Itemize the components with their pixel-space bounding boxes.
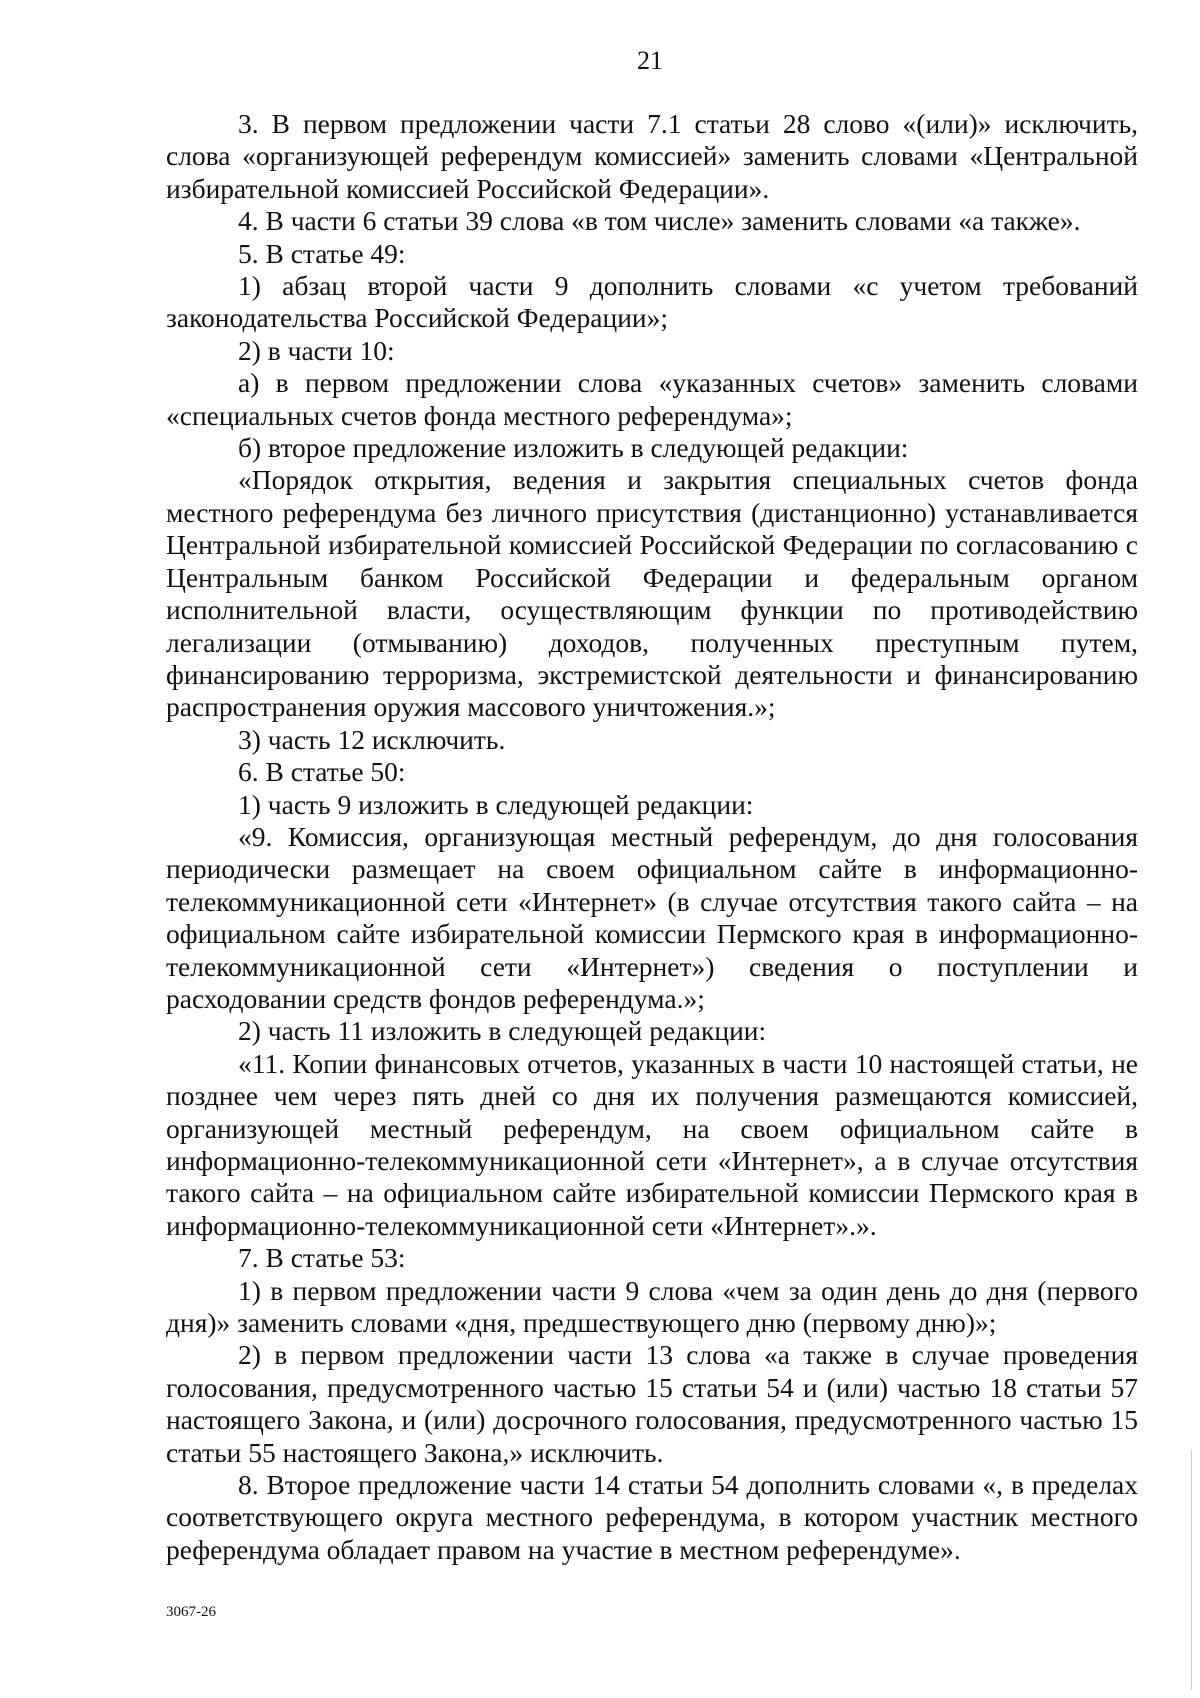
quoted-paragraph: «9. Комиссия, организующая местный референдум, до дня голосования периодически размещает на своем официальном сайте в информационно-телекоммуникационной сети «Интернет» (в случае отсутствия такого сайта – на официальном сайте избирательной комиссии Пермского края в информационно-телекоммуникационной сети «Интернет») сведения о поступлении и расходовании средств фондов референдума.»; [166,820,1138,1014]
quoted-paragraph: «11. Копии финансовых отчетов, указанных в части 10 настоящей статьи, не позднее чем через пять дней со дня их получения размещаются комиссией, организующей местный референдум, на своем официальном сайте в информационно-телекоммуникационной сети «Интернет», а в случае отсутствия такого сайта – на официальном сайте избирательной комиссии Пермского края в информационно-телекоммуникационной сети «Интернет».». [166,1047,1138,1241]
paragraph: 3. В первом предложении части 7.1 статьи 28 слово «(или)» исключить, слова «организующей референдум комиссией» заменить словами «Центральной избирательной комиссией Российской Федерации». [166,108,1138,204]
quoted-paragraph: «Порядок открытия, ведения и закрытия специальных счетов фонда местного референдума без личного присутствия (дистанционно) устанавливается Центральной избирательной комиссией Российской Федерации по согласованию с Центральным банком Российской Федерации и федеральным органом исполнительной власти, осуществляющим функции по противодействию легализации (отмыванию) доходов, полученных преступным путем, финансированию терроризма, экстремистской деятельности и финансированию распространения оружия массового уничтожения.»; [166,464,1138,723]
page-number [0,46,1200,76]
paragraph: 4. В части 6 статьи 39 слова «в том числе» заменить словами «а также». [238,205,1081,237]
paragraph: 3) часть 12 исключить. [238,723,506,755]
document-body [166,108,1138,1566]
paragraph: 6. В статье 50: [238,756,406,788]
paragraph: 7. В статье 53: [238,1242,406,1274]
paragraph: 2) в первом предложении части 13 слова «а также в случае проведения голосования, предусмотренного частью 15 статьи 54 и (или) частью 18 статьи 57 настоящего Закона, и (или) досрочного голосования, предусмотренного частью 15 статьи 55 настоящего Закона,» исключить. [166,1339,1138,1468]
paragraph: 2) в части 10: [238,334,395,366]
paragraph: 5. В статье 49: [238,237,406,269]
paragraph: 8. Второе предложение части 14 статьи 54 дополнить словами «, в пределах соответствующего округа местного референдума, в котором участник местного референдума обладает правом на участие в местном референдуме». [166,1469,1138,1565]
paragraph: а) в первом предложении слова «указанных счетов» заменить словами «специальных счетов фонда местного референдума»; [166,367,1138,431]
paragraph: б) второе предложение изложить в следующей редакции: [238,432,909,464]
paragraph: 1) абзац второй части 9 дополнить словами «с учетом требований законодательства Российской Федерации»; [166,270,1138,334]
page-number-text: 21 [637,46,663,75]
document-code: 3067-26 [166,1604,216,1620]
paragraph: 2) часть 11 изложить в следующей редакции: [238,1015,767,1047]
scan-edge-line [1191,1450,1192,1690]
paragraph: 1) в первом предложении части 9 слова «чем за один день до дня (первого дня)» заменить словами «дня, предшествующего дню (первому дню)»; [166,1274,1138,1339]
paragraph: 1) часть 9 изложить в следующей редакции: [238,788,754,820]
